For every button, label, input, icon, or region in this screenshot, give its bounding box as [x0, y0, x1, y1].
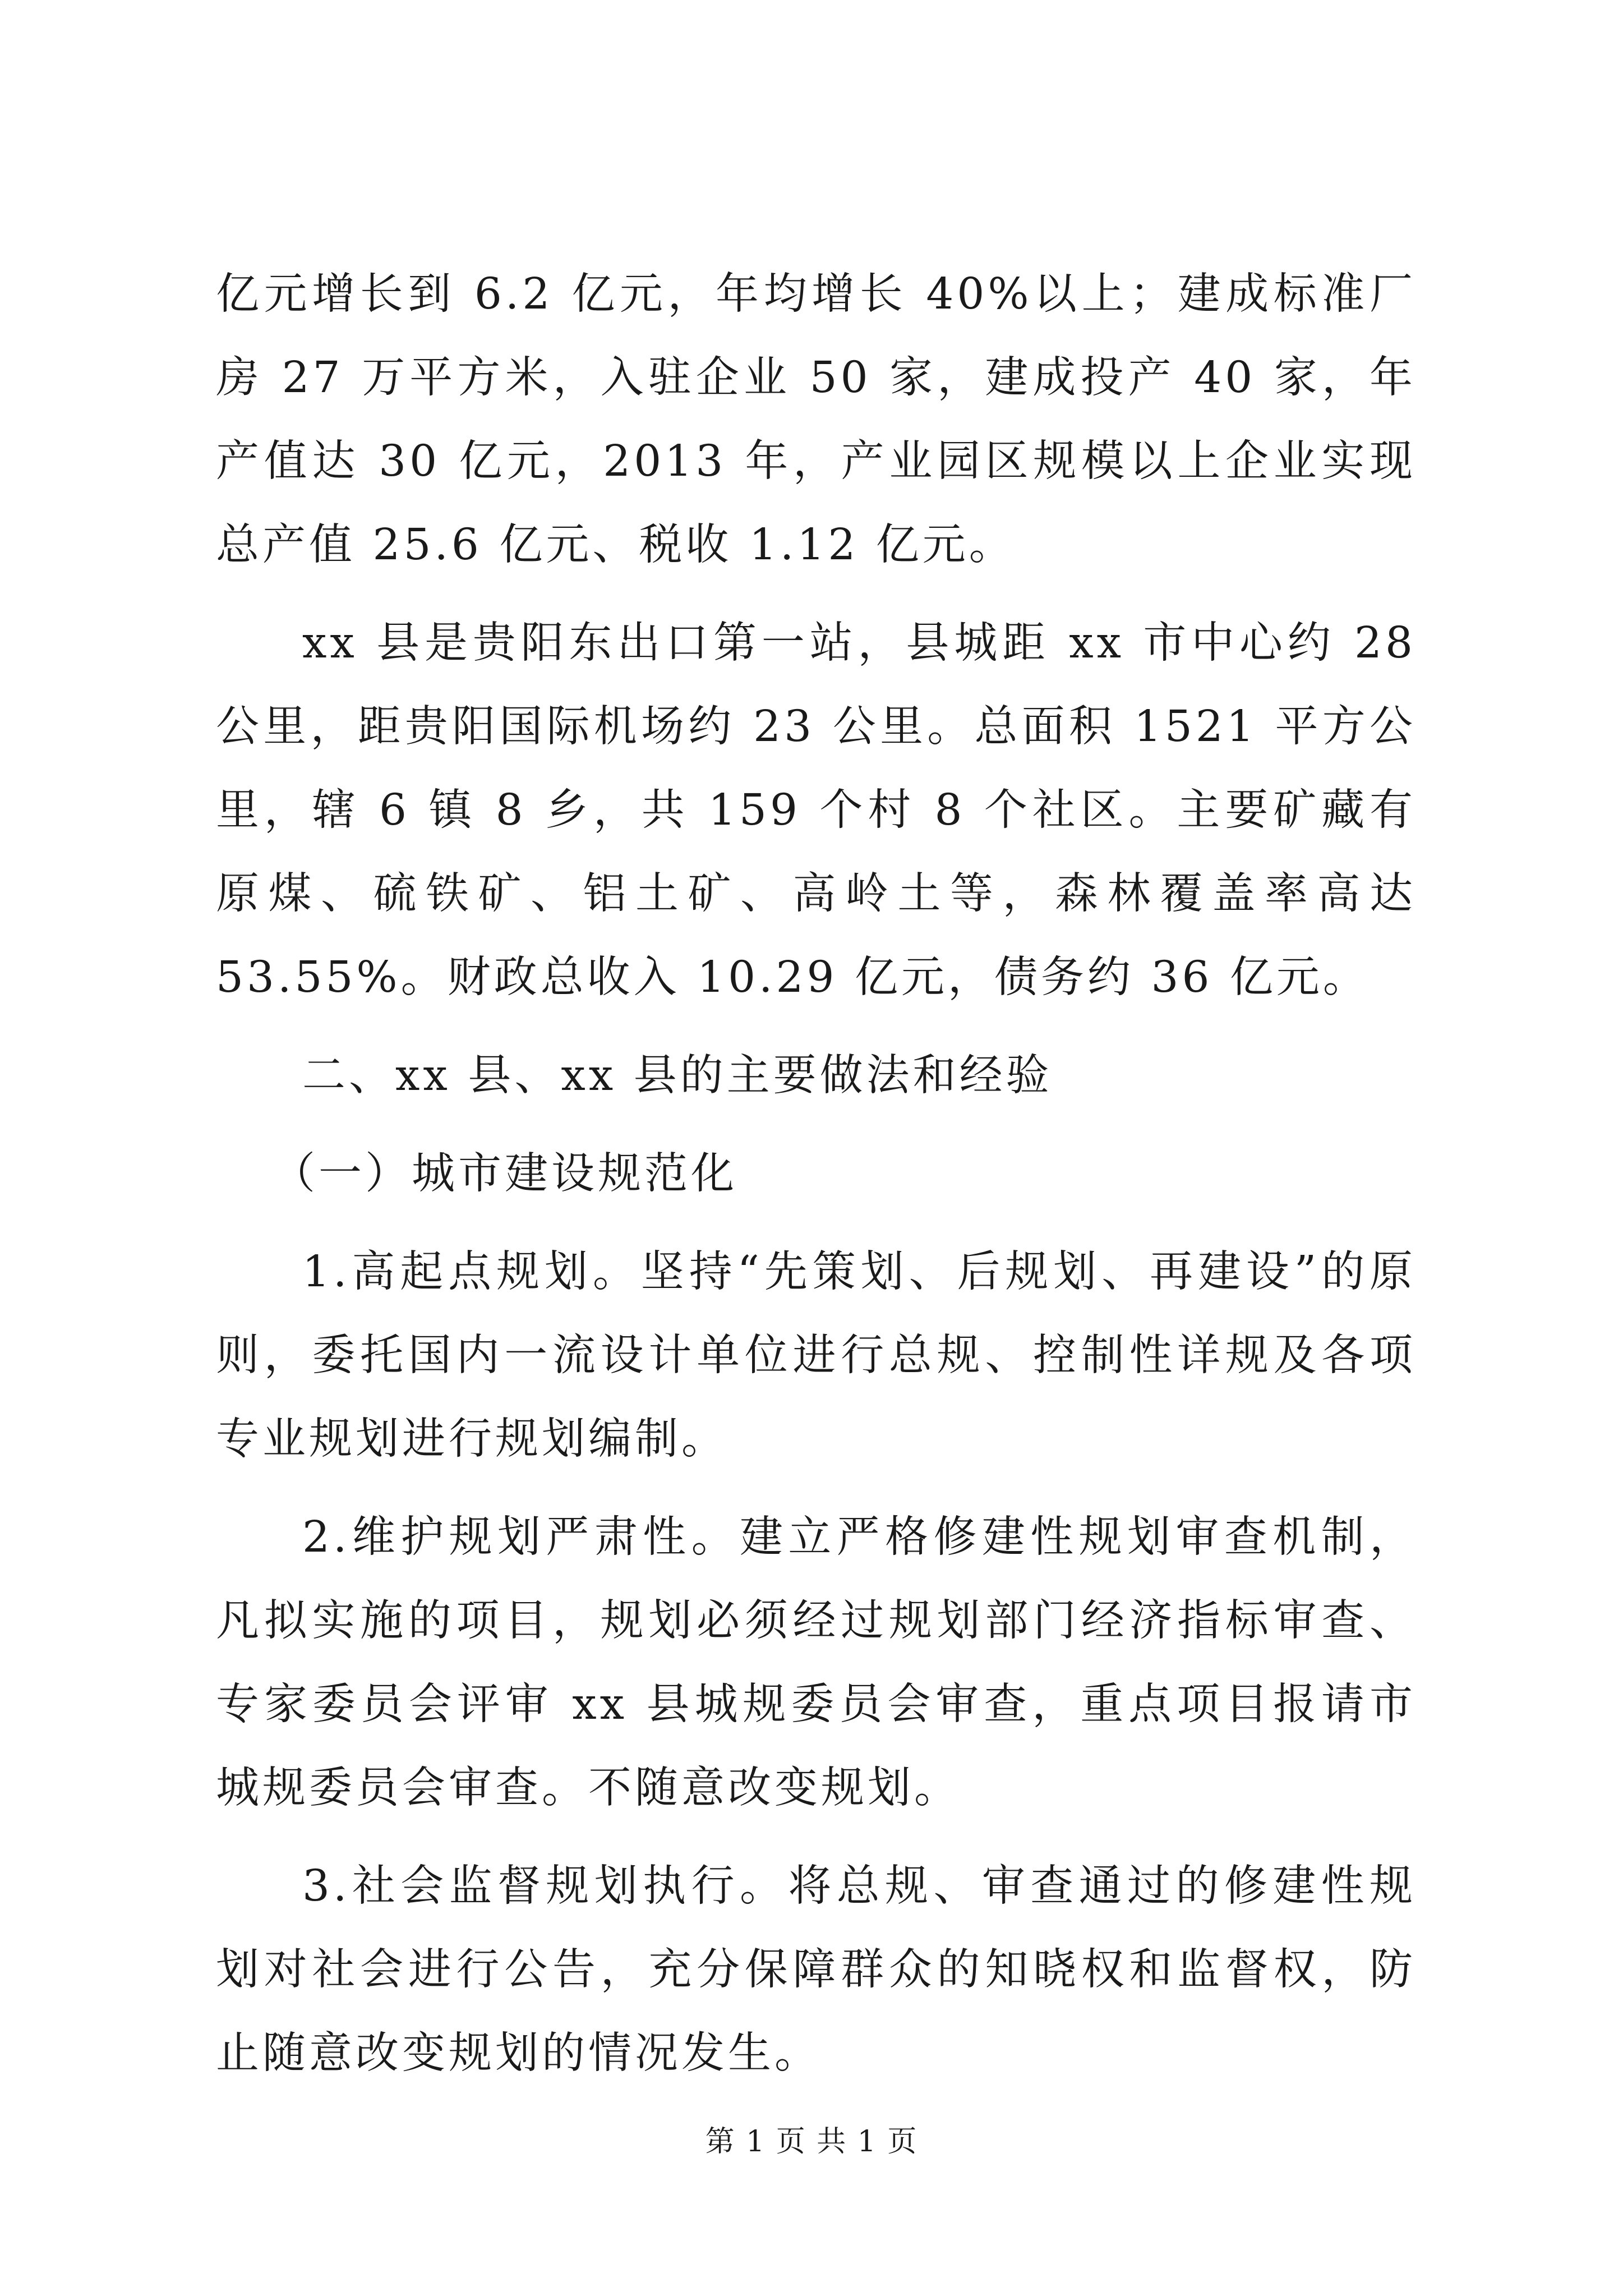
paragraph-park-output: 亿元增长到 6.2 亿元，年均增长 40%以上；建成标准厂房 27 万平方米，入驻企业 50 家，建成投产 40 家，年产值达 30 亿元，2013 年，产业园区规模以上企业实现总产值 25.6 亿元、税收 1.12 亿元。 — [216, 269, 1416, 570]
list-item-planning: 1.高起点规划。坚持“先策划、后规划、再建设”的原则，委托国内一流设计单位进行总规、控制性详规及各项专业规划进行规划编制。 — [216, 1247, 1416, 1464]
list-item-plan-review: 2.维护规划严肃性。建立严格修建性规划审查机制，凡拟实施的项目，规划必须经过规划部门经济指标审查、专家委员会评审 xx 县城规委员会审查，重点项目报请市城规委员会审查。不随意改变规划。 — [216, 1512, 1416, 1813]
section-heading: 二、xx 县、xx 县的主要做法和经验 — [302, 1051, 1053, 1101]
list-item-public-supervision: 3.社会监督规划执行。将总规、审查通过的修建性规划对社会进行公告，充分保障群众的知晓权和监督权，防止随意改变规划的情况发生。 — [216, 1861, 1416, 2078]
document-body — [216, 252, 1416, 2095]
subsection-heading: （一）城市建设规范化 — [272, 1149, 737, 1199]
paragraph-county-profile: xx 县是贵阳东出口第一站，县城距 xx 市中心约 28 公里，距贵阳国际机场约 23 公里。总面积 1521 平方公里，辖 6 镇 8 乡，共 159 个村 8 个社区。主要矿藏有原煤、硫铁矿、铝土矿、高岭土等，森林覆盖率高达 53.55%。财政总收入 10.29 亿元，债务约 36 亿元。 — [216, 618, 1416, 1002]
page-number-footer: 第 1 页 共 1 页 — [705, 2125, 918, 2159]
